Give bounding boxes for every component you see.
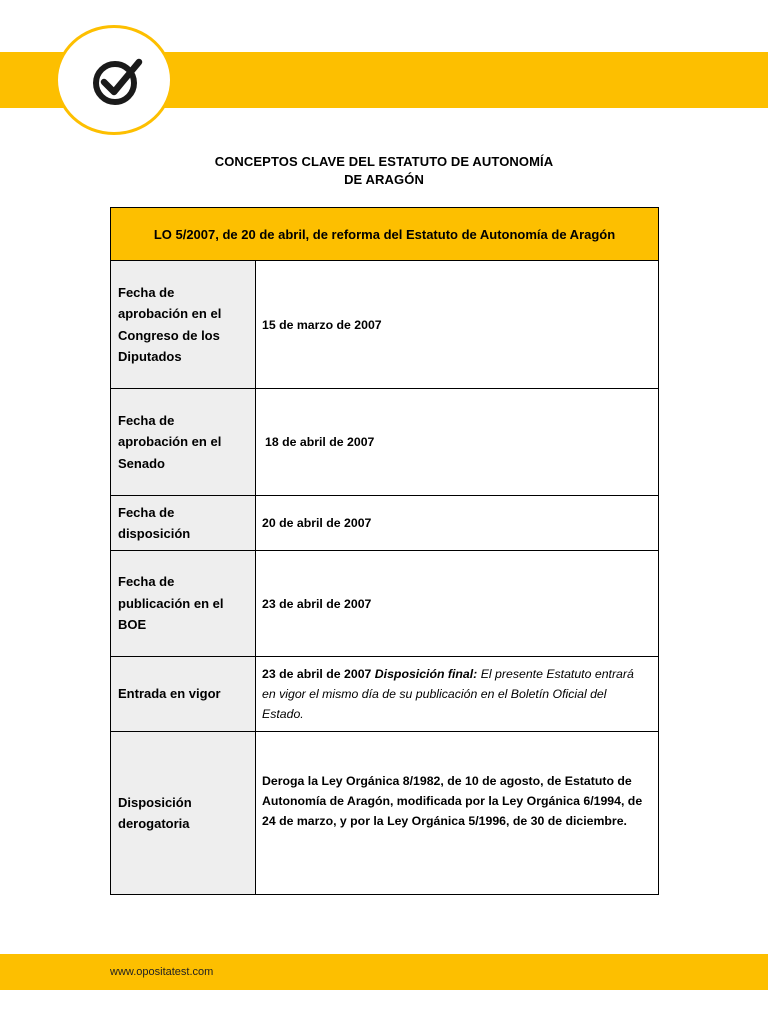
row-value: 18 de abril de 2007 xyxy=(256,389,659,496)
check-circle-logo-icon xyxy=(89,53,145,109)
row-value-heading: Disposición final: xyxy=(374,667,478,681)
row-label: Fecha de aprobación en el Congreso de los Diputados xyxy=(111,261,256,389)
row-value: 23 de abril de 2007 xyxy=(256,551,659,657)
row-value: 20 de abril de 2007 xyxy=(256,496,659,551)
row-value: Deroga la Ley Orgánica 8/1982, de 10 de agosto, de Estatuto de Autonomía de Aragón, modificada por la Ley Orgánica 6/1994, de 24 de marzo, y por la Ley Orgánica 5/1996, de 30 de diciembre. xyxy=(256,732,659,895)
table-row xyxy=(111,496,659,551)
row-label: Disposición derogatoria xyxy=(111,732,256,895)
row-label: Entrada en vigor xyxy=(111,657,256,732)
row-value: 15 de marzo de 2007 xyxy=(256,261,659,389)
page-title-line2: DE ARAGÓN xyxy=(344,172,424,187)
page-title-line1: CONCEPTOS CLAVE DEL ESTATUTO DE AUTONOMÍA xyxy=(214,154,554,169)
row-value-date: 23 de abril de 2007 xyxy=(262,667,372,681)
table-header-row xyxy=(111,208,659,261)
table-row xyxy=(111,389,659,496)
row-label: Fecha de disposición xyxy=(111,496,256,551)
concepts-table xyxy=(110,207,659,895)
footer-url: www.opositatest.com xyxy=(110,966,214,978)
row-value-text: El presente Estatuto entrará en vigor el mismo día de su publicación en el Boletín Oficial del Estado. xyxy=(262,667,634,721)
row-label: Fecha de aprobación en el Senado xyxy=(111,389,256,496)
logo xyxy=(55,25,173,135)
row-value xyxy=(256,657,659,732)
page-title xyxy=(0,153,768,189)
table-row xyxy=(111,657,659,732)
table-row xyxy=(111,732,659,895)
row-label: Fecha de publicación en el BOE xyxy=(111,551,256,657)
table-header: LO 5/2007, de 20 de abril, de reforma del Estatuto de Autonomía de Aragón xyxy=(111,208,659,261)
table-row xyxy=(111,261,659,389)
table-row xyxy=(111,551,659,657)
